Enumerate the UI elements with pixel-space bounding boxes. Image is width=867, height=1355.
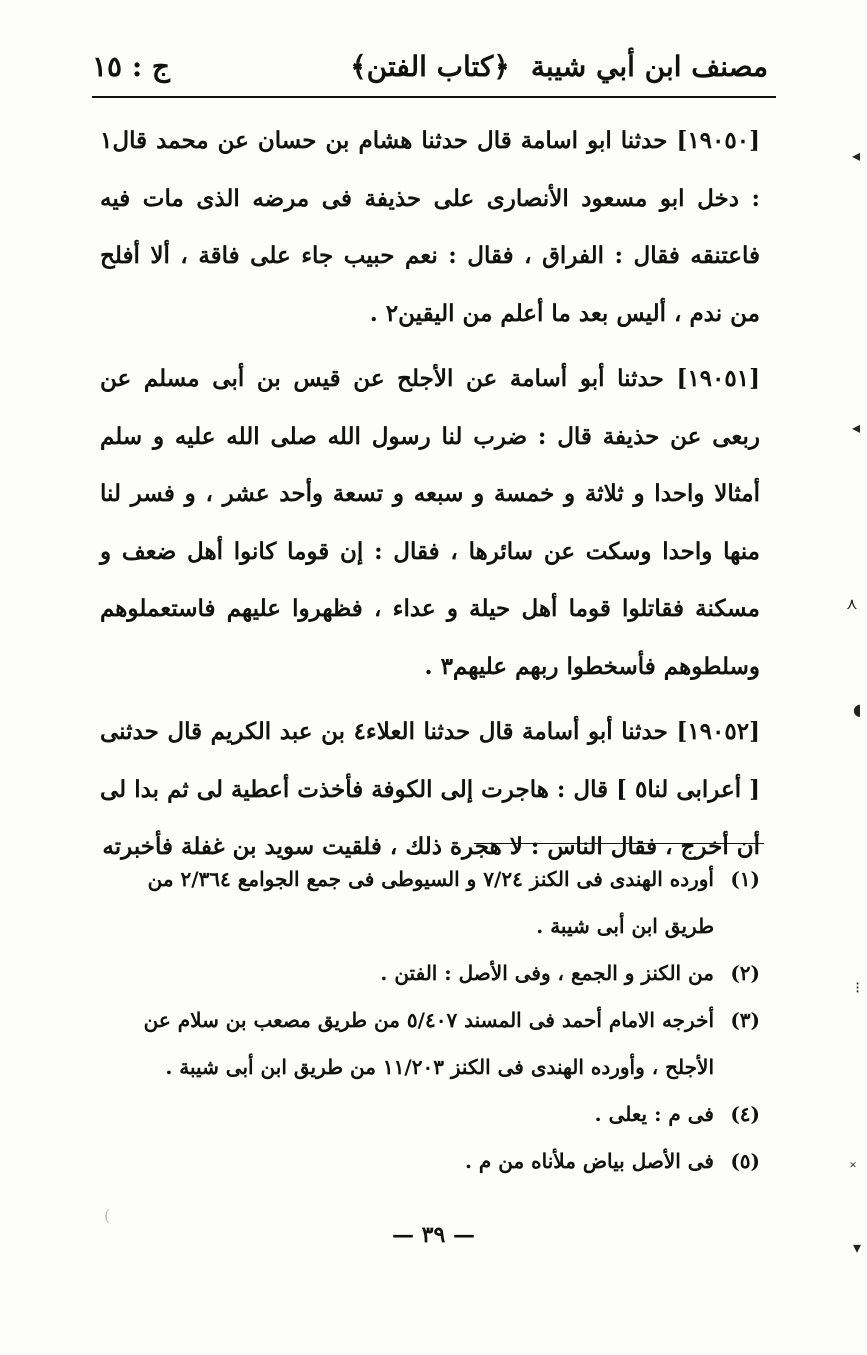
header-divider <box>92 96 776 98</box>
hadith-19050 <box>100 112 760 342</box>
footnote <box>100 856 760 950</box>
margin-mark: ˟ <box>850 1158 857 1177</box>
chapter-title: ﴿كتاب الفتن﴾ <box>350 50 510 83</box>
page-number: — ٣٩ — <box>392 1222 475 1248</box>
footnote-text: من الكنز و الجمع ، وفى الأصل : الفتن . <box>380 961 714 985</box>
footnote-text: فى الأصل بياض ملأناه من م . <box>464 1149 714 1173</box>
margin-mark: ⋏ <box>846 594 858 613</box>
footnote <box>100 1091 760 1138</box>
margin-mark: ⁝ <box>855 978 861 997</box>
hadith-number: [١٩٠٥١] <box>676 365 760 392</box>
footnote-number: (٤) <box>730 1102 760 1126</box>
hadith-text: حدثنا ابو اسامة قال حدثنا هشام بن حسان عن محمد قال١ : دخل ابو مسعود الأنصارى على حذيفة فى مرضه الذى مات فيه فاعتنقه فقال : الفراق ، فقال : نعم حبيب جاء على فاقة ، ألا أفلح من ندم ، أليس بعد ما أعلم من اليقين٢ . <box>100 127 760 327</box>
margin-mark: ( <box>104 1206 111 1225</box>
main-text <box>100 112 760 884</box>
footnote-number: (٢) <box>730 961 760 985</box>
hadith-number: [١٩٠٥٢] <box>676 718 760 745</box>
footnote <box>100 997 760 1091</box>
footnote-text: أخرجه الامام أحمد فى المسند ٥/٤٠٧ من طريق مصعب بن سلام عن الأجلح ، وأورده الهندى فى الكنز ١١/٢٠٣ من طريق ابن أبى شيبة . <box>143 1008 714 1079</box>
footnote <box>100 1138 760 1185</box>
margin-mark: ◂ <box>852 418 861 437</box>
hadith-text: حدثنا أبو أسامة عن الأجلح عن قيس بن أبى مسلم عن ربعى عن حذيفة قال : ضرب لنا رسول الله صلى الله عليه و سلم أمثالا واحدا و ثلاثة و خمسة و سبعه و تسعة وأحد عشر ، و فسر لنا منها واحدا وسكت عن سائرها ، فقال : إن قوما كانوا أهل ضعف و مسكنة فقاتلوا قوما أهل حيلة و عداء ، فظهروا عليهم فاستعملوهم وسلطوهم فأسخطوا ربهم عليهم٣ . <box>100 365 760 680</box>
book-title: مصنف ابن أبي شيبة <box>530 50 768 83</box>
hadith-19052 <box>100 703 760 876</box>
margin-mark: ◖ <box>853 700 862 719</box>
margin-mark: ▾ <box>853 1238 862 1257</box>
footnote-number: (٥) <box>730 1149 760 1173</box>
running-header <box>92 42 768 92</box>
volume-number: ج : ١٥ <box>92 50 170 83</box>
footnote-number: (١) <box>730 867 760 891</box>
footnote-divider <box>474 843 764 844</box>
footnote-number: (٣) <box>730 1008 760 1032</box>
footnote <box>100 950 760 997</box>
footnote-text: أورده الهندى فى الكنز ٧/٢٤ و السيوطى فى جمع الجوامع ٢/٣٦٤ من طريق ابن أبى شيبة . <box>147 867 714 938</box>
footnote-text: فى م : يعلى . <box>594 1102 714 1126</box>
hadith-19051 <box>100 350 760 695</box>
margin-mark: ◂ <box>852 146 861 165</box>
footnotes <box>100 856 760 1185</box>
hadith-text: حدثنا أبو أسامة قال حدثنا العلاء٤ بن عبد الكريم قال حدثنى [ أعرابى لنا٥ ] قال : هاجرت إلى الكوفة فأخذت أعطية لى ثم بدا لى أن أخرج ، فقال الناس : لا هجرة ذلك ، فلقيت سويد بن غفلة فأخبرته <box>100 718 760 860</box>
hadith-number: [١٩٠٥٠] <box>676 127 760 154</box>
